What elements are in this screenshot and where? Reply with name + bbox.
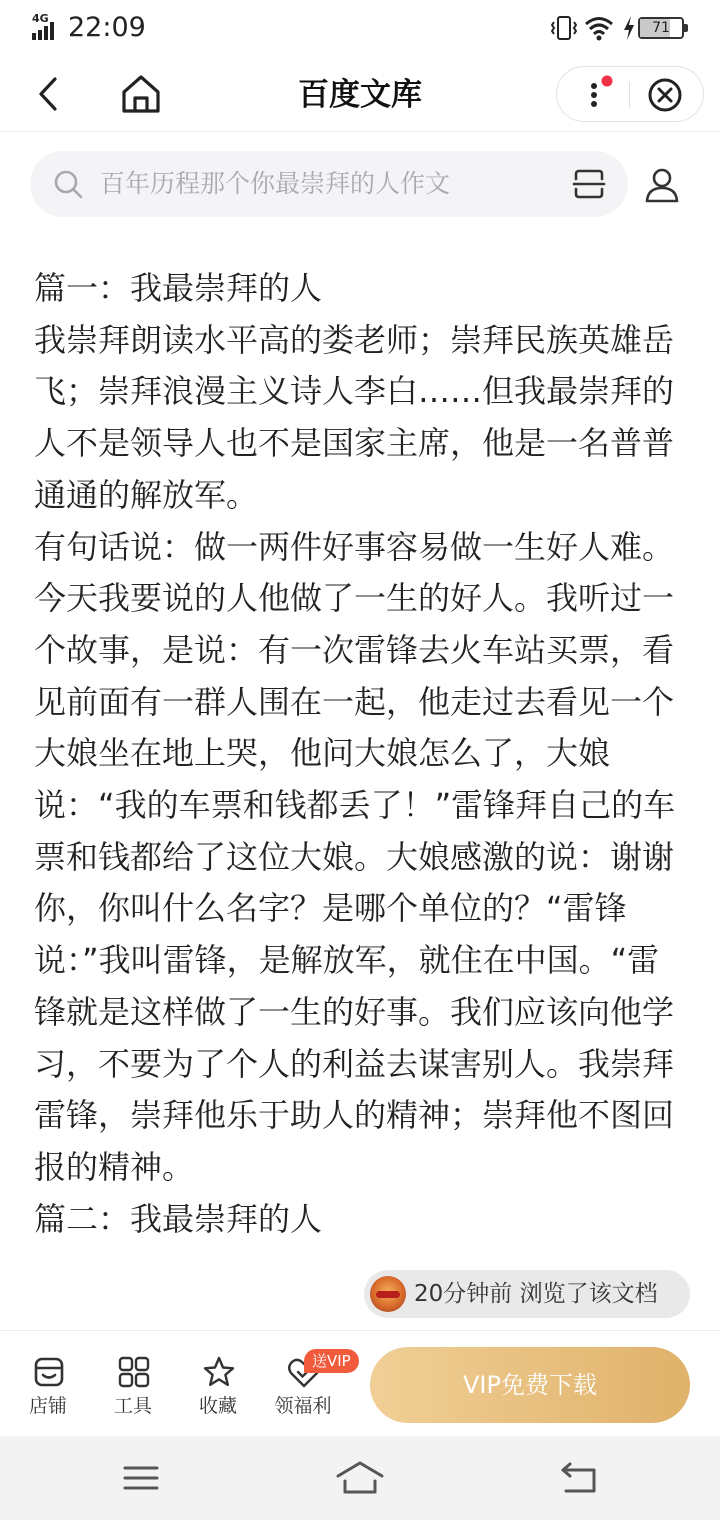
search-icon [52,168,84,200]
capsule-divider [629,82,630,108]
charging-icon [622,15,636,41]
system-home-icon[interactable] [334,1458,386,1498]
document-content [34,263,690,1245]
search-bar[interactable] [30,151,628,217]
battery-text: 71 [652,20,670,36]
bottom-toolbar [0,1330,720,1436]
back-icon[interactable] [30,74,70,114]
battery-icon [638,17,684,39]
toolbar-item-tools[interactable] [93,1331,173,1437]
vip-badge: 送VIP [304,1349,359,1373]
article-paragraph: 有句话说：做一两件好事容易做一生好人难。今天我要说的人他做了一生的好人。我听过一个故事，是说：有一次雷锋去火车站买票，看见前面有一群人围在一起，他走过去看见一个大娘坐在地上哭，他问大娘怎么了，大娘说：“我的车票和钱都丢了！”雷锋拜自己的车票和钱都给了这位大娘。大娘感激的说：谢谢你，你叫什么名字？是哪个单位的？“雷锋说：”我叫雷锋，是解放军，就住在中国。“雷锋就是这样做了一生的好事。我们应该向他学习，不要为了个人的利益去谋害别人。我崇拜雷锋，崇拜他乐于助人的精神；崇拜他不图回报的精神。 [34,527,676,1186]
scan-icon[interactable] [572,167,606,201]
system-back-icon[interactable] [558,1458,600,1498]
toolbar-label: 收藏 [198,1395,237,1417]
grid-icon [117,1355,151,1389]
network-type: 4G [32,12,49,25]
toolbar-item-favorite[interactable] [178,1331,258,1437]
menu-capsule [556,66,704,122]
article-paragraph: 我崇拜朗读水平高的娄老师；崇拜民族英雄岳飞；崇拜浪漫主义诗人李白……但我最崇拜的人不是领导人也不是国家主席，他是一名普普通通的解放军。 [34,320,675,514]
toolbar-label: 店铺 [28,1395,67,1417]
navigation-bar [0,58,720,132]
recent-apps-icon[interactable] [120,1460,162,1496]
vibrate-icon [551,14,577,42]
close-icon[interactable] [631,67,703,123]
toast-text: 20分钟前 浏览了该文档 [414,1281,658,1307]
wifi-icon [584,14,614,42]
cellular-signal-icon [32,14,56,42]
toolbar-item-benefits[interactable] [263,1331,343,1437]
system-navigation-bar [0,1436,720,1520]
toolbar-item-shop[interactable] [8,1331,88,1437]
vip-download-button[interactable]: VIP免费下载 [370,1347,690,1423]
recent-view-toast [364,1270,690,1318]
avatar [370,1276,406,1312]
more-options-icon[interactable] [557,67,629,123]
status-bar [0,0,720,58]
user-profile-icon[interactable] [644,166,680,204]
status-time: 22:09 [68,12,146,43]
search-input[interactable]: 百年历程那个你最崇拜的人作文 [100,169,451,198]
article-heading: 篇二：我最崇拜的人 [34,1199,323,1238]
shop-icon [32,1355,66,1389]
toolbar-label: 工具 [113,1395,152,1417]
home-icon[interactable] [118,72,164,116]
article-heading: 篇一：我最崇拜的人 [34,269,323,307]
toolbar-label: 领福利 [274,1395,332,1417]
page-title: 百度文库 [298,77,422,113]
star-icon [202,1355,236,1389]
